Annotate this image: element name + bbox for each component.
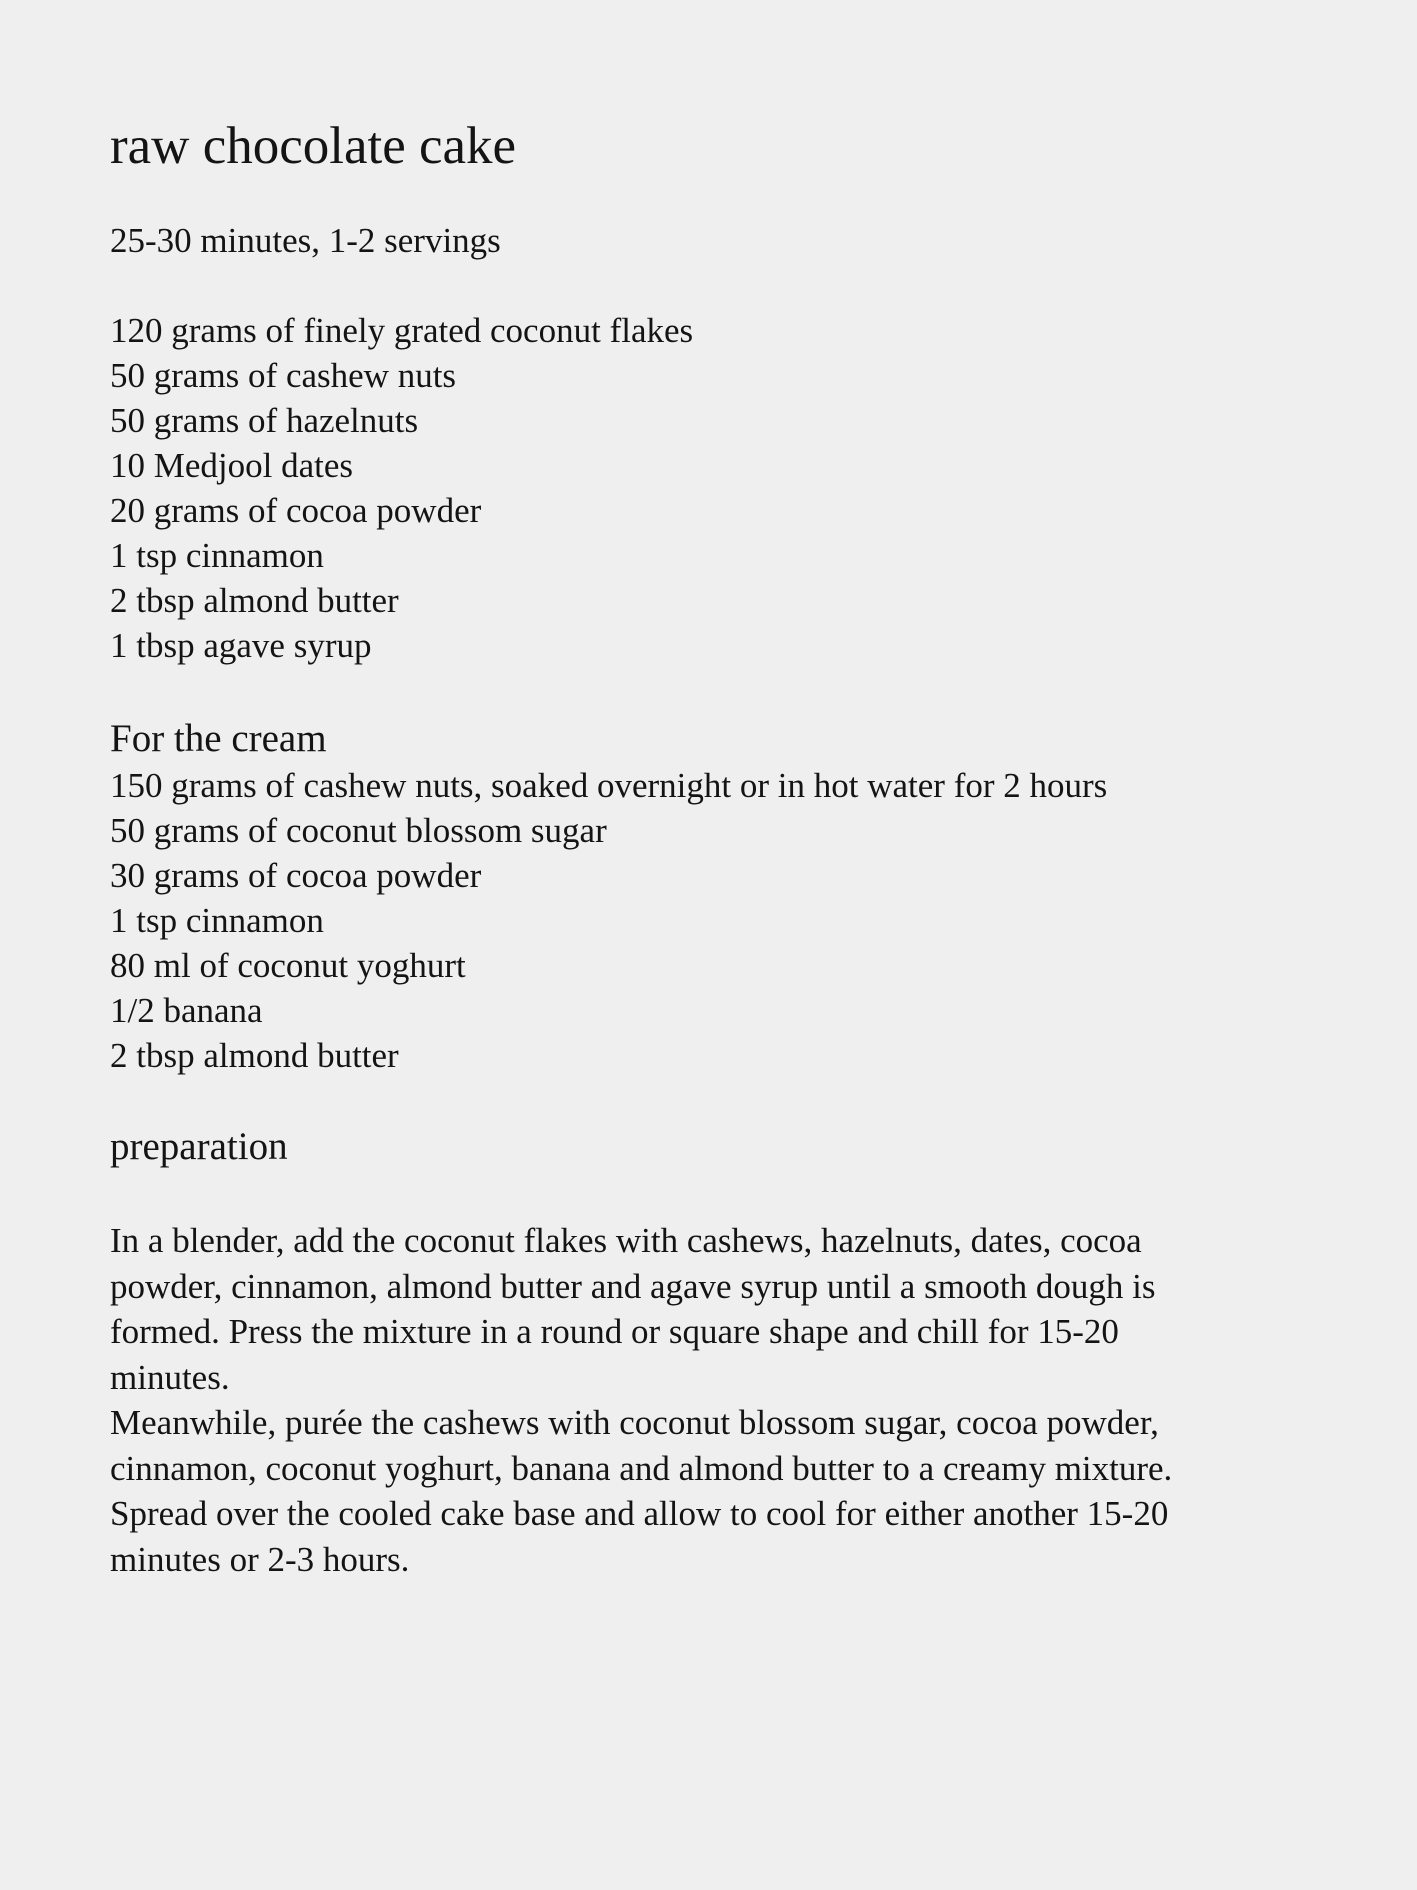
preparation-line: Spread over the cooled cake base and allow to cool for either another 15-20 — [110, 1494, 1169, 1533]
preparation-line: cinnamon, coconut yoghurt, banana and almond butter to a creamy mixture. — [110, 1448, 1173, 1488]
ingredient-item: 10 Medjool dates — [110, 446, 354, 485]
cream-ingredient-list — [110, 763, 1107, 1078]
cream-ingredient-item: 150 grams of cashew nuts, soaked overnight or in hot water for 2 hours — [110, 766, 1108, 805]
preparation-line: Meanwhile, purée the cashews with coconut blossom sugar, cocoa powder, — [110, 1403, 1159, 1442]
cream-ingredient-item: 1 tsp cinnamon — [110, 901, 324, 940]
cream-ingredient-item: 2 tbsp almond butter — [110, 1036, 399, 1075]
preparation-line: minutes. — [110, 1357, 230, 1397]
preparation-text — [110, 1218, 1310, 1582]
preparation-paragraph — [110, 1218, 1310, 1400]
cream-heading: For the cream — [110, 717, 327, 760]
ingredient-list — [110, 308, 693, 668]
cream-ingredient-item: 30 grams of cocoa powder — [110, 856, 482, 895]
preparation-line: powder, cinnamon, almond butter and agave syrup until a smooth dough is — [110, 1266, 1156, 1306]
preparation-heading: preparation — [110, 1125, 288, 1168]
preparation-line: In a blender, add the coconut flakes with cashews, hazelnuts, dates, cocoa — [110, 1221, 1142, 1260]
ingredient-item: 1 tsp cinnamon — [110, 536, 324, 575]
cream-ingredient-item: 1/2 banana — [110, 991, 263, 1030]
recipe-title: raw chocolate cake — [110, 117, 517, 175]
preparation-line: minutes or 2-3 hours. — [110, 1539, 410, 1579]
ingredient-item: 1 tbsp agave syrup — [110, 626, 372, 665]
preparation-paragraph — [110, 1400, 1310, 1582]
cream-ingredient-item: 50 grams of coconut blossom sugar — [110, 811, 607, 850]
recipe-meta: 25-30 minutes, 1-2 servings — [110, 221, 501, 260]
ingredient-item: 2 tbsp almond butter — [110, 581, 399, 620]
cream-ingredient-item: 80 ml of coconut yoghurt — [110, 946, 466, 985]
ingredient-item: 120 grams of finely grated coconut flakes — [110, 311, 694, 350]
preparation-line: formed. Press the mixture in a round or square shape and chill for 15-20 — [110, 1312, 1119, 1351]
ingredient-item: 50 grams of hazelnuts — [110, 401, 419, 440]
ingredient-item: 50 grams of cashew nuts — [110, 356, 457, 395]
ingredient-item: 20 grams of cocoa powder — [110, 491, 482, 530]
